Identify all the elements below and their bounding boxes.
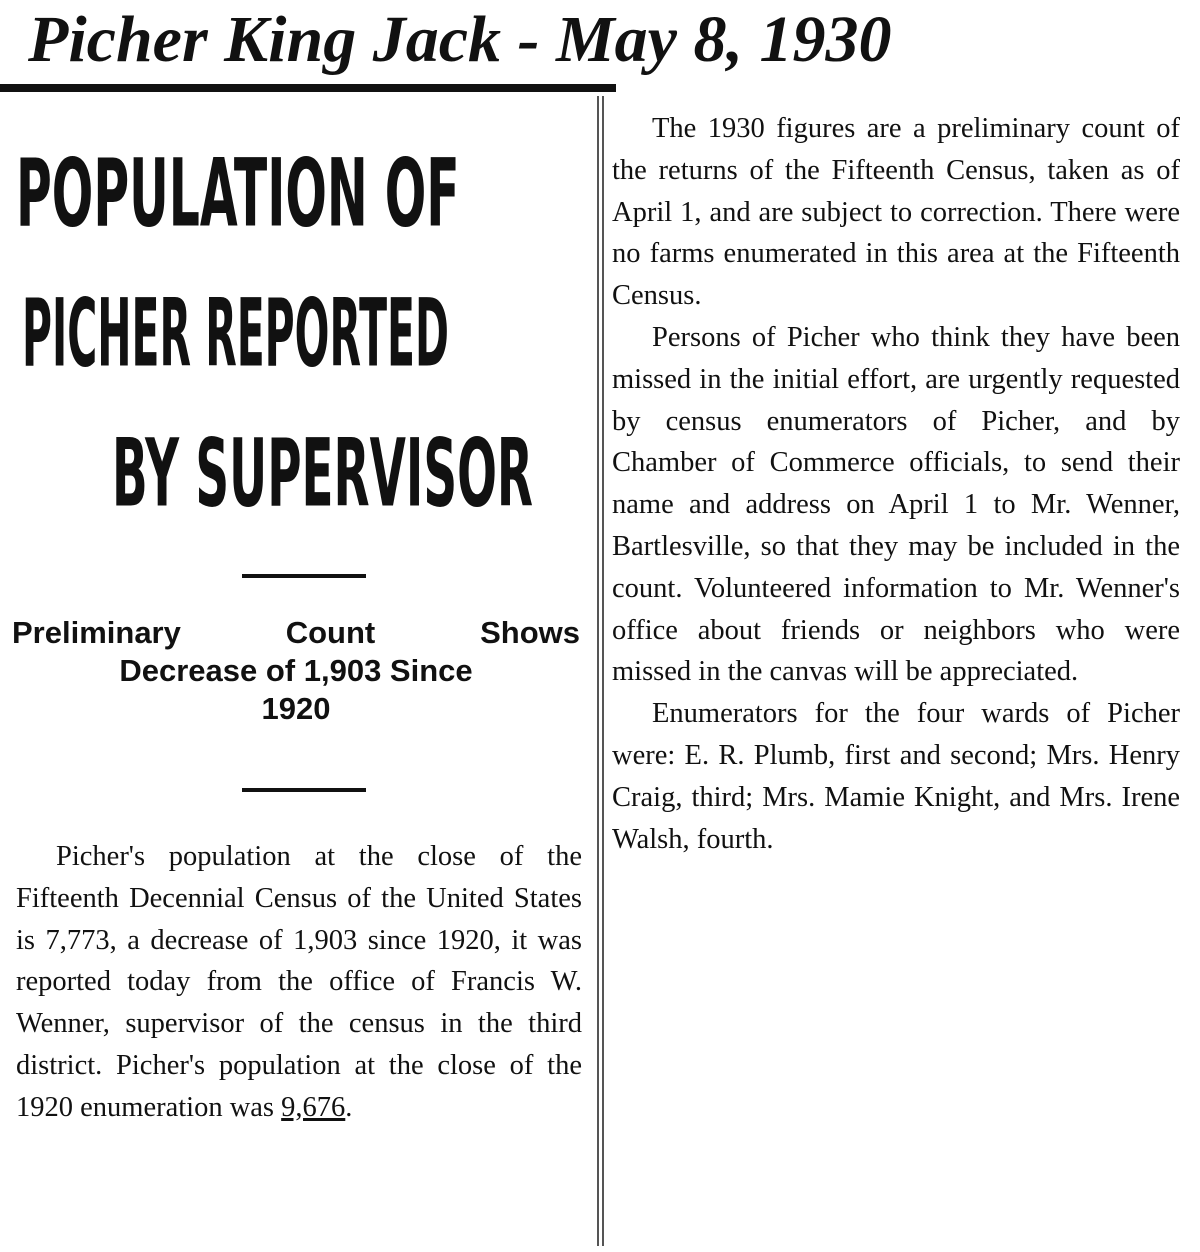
article-paragraph-2: The 1930 figures are a preliminary count of the returns of the Fifteenth Census, taken as of April 1, and are subject to correction. There were no farms enumerated in this area at the Fifteenth Census. [612,113,1180,312]
column-divider-right [602,96,604,1246]
headline-divider-rule [242,574,366,578]
column-divider-left [597,96,599,1246]
subheadline-line-2: Decrease of 1,903 Since [119,653,473,688]
subheadline-divider-rule [242,788,366,792]
headline-line-1: POPULATION OF [16,138,460,249]
article-paragraph-4: Enumerators for the four wards of Picher were: E. R. Plumb, first and second; Mrs. Henry Craig, third; Mrs. Mamie Knight, and Mrs. Irene Walsh, fourth. [612,698,1180,855]
subheadline-line-3: 1920 [261,691,331,726]
paragraph-1-text: Picher's population at the close of the Fifteenth Decennial Census of the United States is 7,773, a decrease of 1,903 since 1920, it was reported today from the office of Francis W. Wenner, supervisor of the census in the third district. Picher's population at the close of the 1920 enumeration was [16,841,582,1123]
headline-line-3: BY SUPERVISOR [112,418,534,529]
article-paragraph-3: Persons of Picher who think they have been missed in the initial effort, are urgently requested by census enumerators of Picher, and by Chamber of Commerce officials, to send their name and address on April 1 to Mr. Wenner, Bartlesville, so that they may be included in the count. Volunteered information to Mr. Wenner's office about friends or neighbors who were missed in the canvas will be appreciated. [612,321,1180,688]
subheadline-line-1: Preliminary Count Shows [12,615,580,650]
underlined-figure: 9,676 [281,1091,346,1123]
left-column [12,96,588,1248]
page-title: Picher King Jack - May 8, 1930 [28,3,892,76]
title-underline-rule [0,84,616,92]
paragraph-1-end: . [345,1091,353,1123]
headline-line-2: PICHER REPORTED [22,278,449,389]
article-paragraph-1 [16,836,582,1129]
subheadline [12,614,580,728]
right-column [612,108,1180,1248]
